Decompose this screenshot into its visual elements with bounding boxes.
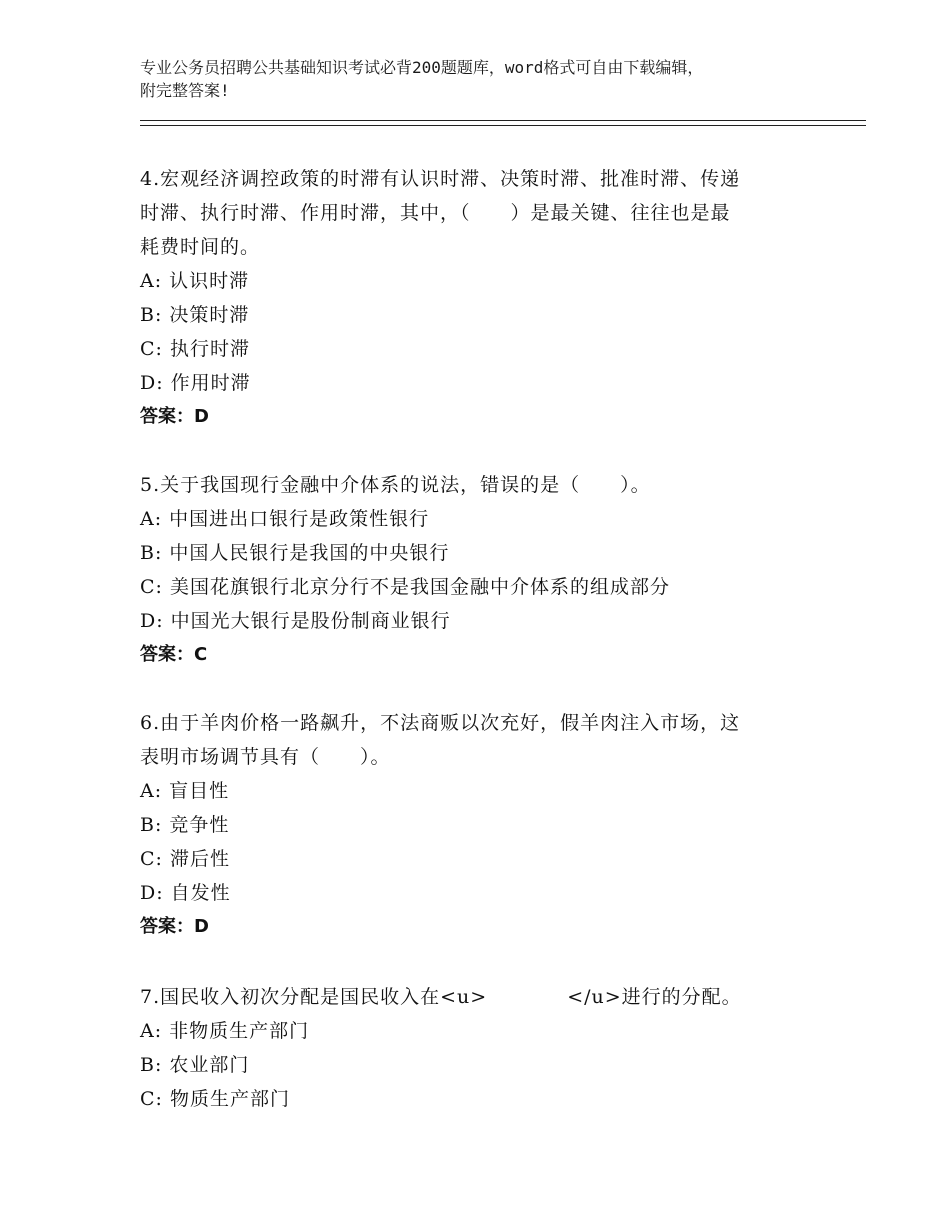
question-6 <box>140 706 800 944</box>
answer-label: 答案：C <box>140 644 208 665</box>
option-d: D: 作用时滞 <box>140 372 251 394</box>
question-text-line: 耗费时间的。 <box>140 236 261 258</box>
question-text-line: 7.国民收入初次分配是国民收入在<u> </u>进行的分配。 <box>140 986 742 1008</box>
option-c: C: 美国花旗银行北京分行不是我国金融中介体系的组成部分 <box>140 576 670 598</box>
option-b: B: 竞争性 <box>140 814 230 836</box>
question-text-line: 6.由于羊肉价格一路飙升，不法商贩以次充好，假羊肉注入市场，这 <box>140 712 741 734</box>
option-a: A: 盲目性 <box>140 780 230 802</box>
answer-label: 答案：D <box>140 916 209 937</box>
question-7 <box>140 980 800 1116</box>
option-a: A: 认识时滞 <box>140 270 250 292</box>
question-4 <box>140 162 800 434</box>
question-text-line: 4.宏观经济调控政策的时滞有认识时滞、决策时滞、批准时滞、传递 <box>140 168 741 190</box>
option-d: D: 自发性 <box>140 882 231 904</box>
option-c: C: 滞后性 <box>140 848 230 870</box>
question-text-line: 表明市场调节具有（ ）。 <box>140 746 391 768</box>
document-header <box>140 56 830 102</box>
header-title-line-2: 附完整答案! <box>140 81 230 100</box>
option-a: A: 中国进出口银行是政策性银行 <box>140 508 430 530</box>
question-text-line: 时滞、执行时滞、作用时滞，其中，（ ）是最关键、往往也是最 <box>140 202 731 224</box>
option-b: B: 农业部门 <box>140 1054 250 1076</box>
option-d: D: 中国光大银行是股份制商业银行 <box>140 610 451 632</box>
header-divider <box>140 120 866 126</box>
option-a: A: 非物质生产部门 <box>140 1020 310 1042</box>
header-title-line-1: 专业公务员招聘公共基础知识考试必背200题题库，word格式可自由下载编辑， <box>140 58 704 77</box>
answer-label: 答案：D <box>140 406 209 427</box>
question-5 <box>140 468 800 672</box>
option-b: B: 决策时滞 <box>140 304 250 326</box>
question-text-line: 5.关于我国现行金融中介体系的说法，错误的是（ ）。 <box>140 474 651 496</box>
option-c: C: 执行时滞 <box>140 338 250 360</box>
option-b: B: 中国人民银行是我国的中央银行 <box>140 542 450 564</box>
option-c: C: 物质生产部门 <box>140 1088 290 1110</box>
